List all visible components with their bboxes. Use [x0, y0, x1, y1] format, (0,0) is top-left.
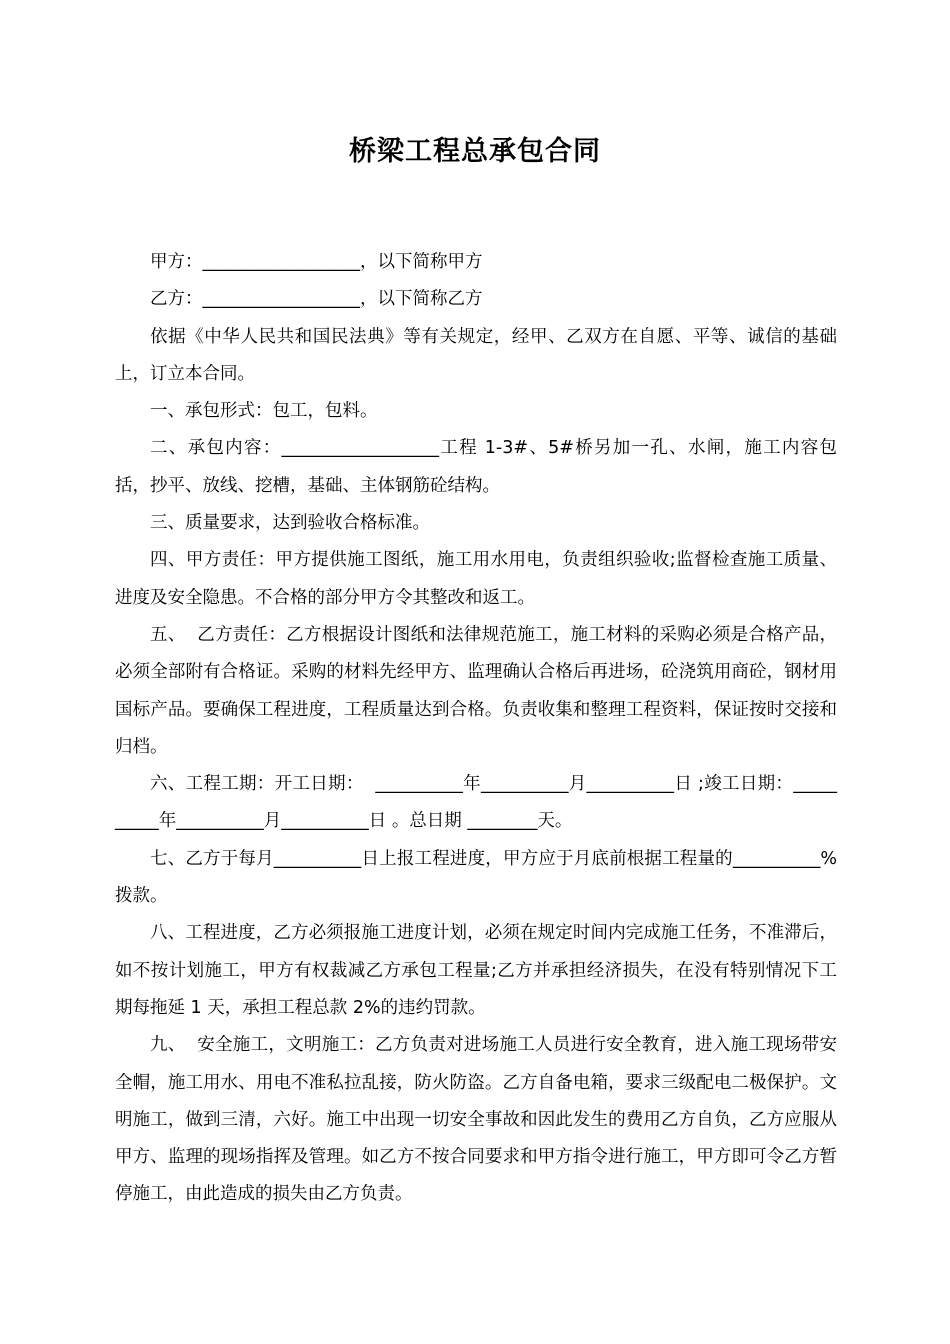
clause-9-safety: 九、 安全施工，文明施工：乙方负责对进场施工人员进行安全教育，进入施工现场带安全帽，施工用水、用电不准私拉乱接，防火防盗。乙方自备电箱，要求三级配电二极保护。文明施工，做到三清，六好。施工中出现一切安全事故和因此发生的费用乙方自负，乙方应服从甲方、监理的现场指挥及管理。如乙方不按合同要求和甲方指令进行施工，甲方即可令乙方暂停施工，由此造成的损失由乙方负责。 — [115, 1035, 837, 1205]
contract-body — [115, 244, 837, 1214]
clause-7-payment: 七、乙方于每月__________日上报工程进度，甲方应于月底前根据工程量的__________%拨款。 — [115, 848, 837, 907]
document-title: 桥梁工程总承包合同 — [349, 136, 601, 167]
clause-2-contract-scope: 二、承包内容：__________________工程 1-3#、5#桥另加一孔、水闸，施工内容包括，抄平、放线、挖槽，基础、主体钢筋砼结构。 — [115, 438, 837, 496]
party-b-line: 乙方：__________________，以下简称乙方 — [150, 289, 483, 310]
clause-6-schedule: 六、工程工期：开工日期： __________年__________月__________日 ;竣工日期：__________年__________月__________日 。总日期 ________天。 — [115, 774, 837, 832]
clause-3-quality: 三、质量要求，达到验收合格标准。 — [150, 513, 430, 534]
party-a-line: 甲方：__________________，以下简称甲方 — [150, 252, 483, 272]
preamble-paragraph: 依据《中华人民共和国民法典》等有关规定，经甲、乙双方在自愿、平等、诚信的基础上，订立本合同。 — [115, 326, 837, 384]
clause-8-progress: 八、工程进度，乙方必须报施工进度计划，必须在规定时间内完成施工任务，不准滞后，如不按计划施工，甲方有权裁减乙方承包工程量;乙方并承担经济损失，在没有特别情况下工期每拖延 1 天，承担工程总款 2%的违约罚款。 — [115, 923, 837, 1018]
clause-4-party-a-duties: 四、甲方责任：甲方提供施工图纸，施工用水用电，负责组织验收;监督检查施工质量、进度及安全隐患。不合格的部分甲方令其整改和返工。 — [115, 550, 837, 608]
clause-1-contract-form: 一、承包形式：包工，包料。 — [150, 401, 378, 422]
clause-5-party-b-duties: 五、 乙方责任：乙方根据设计图纸和法律规范施工，施工材料的采购必须是合格产品，必须全部附有合格证。采购的材料先经甲方、监理确认合格后再进场，砼浇筑用商砼，钢材用国标产品。要确保工程进度，工程质量达到合格。负责收集和整理工程资料，保证按时交接和归档。 — [115, 624, 837, 757]
